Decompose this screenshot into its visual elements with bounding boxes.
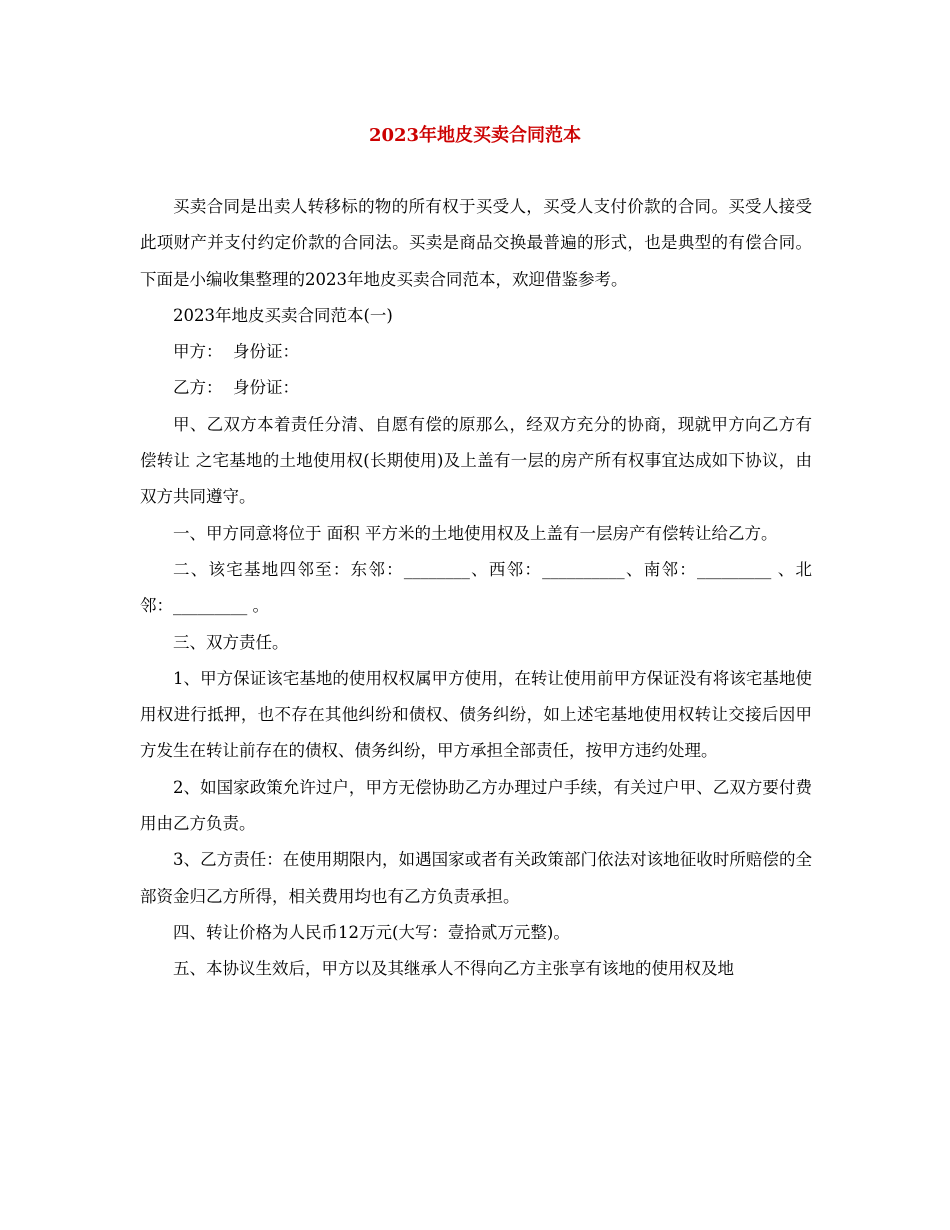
paragraph-preamble: 甲、乙双方本着责任分清、自愿有偿的原那么，经双方充分的协商，现就甲方向乙方有偿转让 之宅基地的土地使用权(长期使用)及上盖有一层的房产所有权事宜达成如下协议，由双方共同遵守。 xyxy=(140,414,812,507)
document-body xyxy=(140,189,812,988)
paragraph-party-b: 乙方： 身份证： xyxy=(173,378,299,398)
paragraph-clause-3-3: 3、乙方责任：在使用期限内，如遇国家或者有关政策部门依法对该地征收时所赔偿的全部资金归乙方所得，相关费用均也有乙方负责承担。 xyxy=(140,850,812,906)
paragraph-clause-1: 一、甲方同意将位于 面积 平方米的土地使用权及上盖有一层房产有偿转让给乙方。 xyxy=(173,523,778,543)
paragraph-party-a: 甲方： 身份证： xyxy=(173,342,299,362)
paragraph-clause-4: 四、转让价格为人民币12万元(大写：壹拾贰万元整)。 xyxy=(173,922,570,942)
paragraph-subtitle: 2023年地皮买卖合同范本(一) xyxy=(173,305,393,325)
document-title: 2023年地皮买卖合同范本 xyxy=(368,125,582,146)
paragraph-clause-5: 五、本协议生效后，甲方以及其继承人不得向乙方主张享有该地的使用权及地 xyxy=(173,959,734,979)
paragraph-intro: 买卖合同是出卖人转移标的物的所有权于买受人，买受人支付价款的合同。买受人接受此项财产并支付约定价款的合同法。买卖是商品交换最普遍的形式，也是典型的有偿合同。下面是小编收集整理的2023年地皮买卖合同范本，欢迎借鉴参考。 xyxy=(140,197,812,289)
paragraph-clause-3: 三、双方责任。 xyxy=(173,632,289,652)
paragraph-clause-3-1: 1、甲方保证该宅基地的使用权权属甲方使用，在转让使用前甲方保证没有将该宅基地使用权进行抵押，也不存在其他纠纷和债权、债务纠纷，如上述宅基地使用权转让交接后因甲方发生在转让前存在的债权、债务纠纷，甲方承担全部责任，按甲方违约处理。 xyxy=(140,668,812,761)
paragraph-clause-2: 二、该宅基地四邻至：东邻：________、西邻：__________、南邻：_________ 、北邻：_________ 。 xyxy=(140,559,812,616)
paragraph-clause-3-2: 2、如国家政策允许过户，甲方无偿协助乙方办理过户手续，有关过户甲、乙双方要付费用由乙方负责。 xyxy=(140,777,812,834)
